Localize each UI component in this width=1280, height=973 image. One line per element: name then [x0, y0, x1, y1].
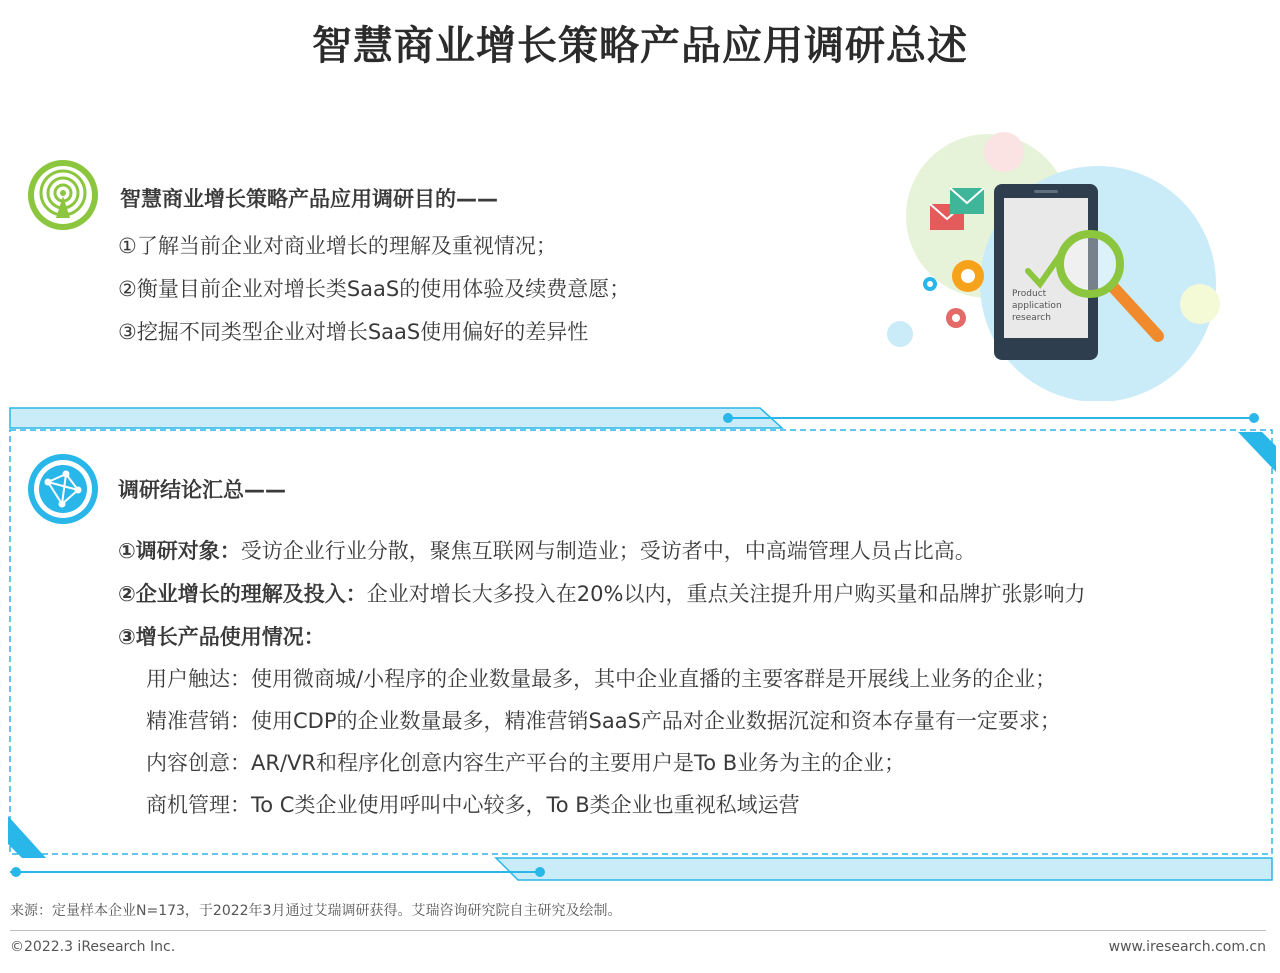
screen-text: research — [1012, 313, 1051, 323]
conclusion-row — [118, 578, 1085, 608]
purpose-item: ③挖掘不同类型企业对增长SaaS使用偏好的差异性 — [118, 320, 589, 344]
conclusion-text: 企业对增长大多投入在20%以内，重点关注提升用户购买量和品牌扩张影响力 — [366, 582, 1086, 606]
usage-item: 商机管理：To C类企业使用呼叫中心较多，To B类企业也重视私域运营 — [146, 793, 800, 817]
gear-icon — [923, 277, 937, 291]
envelope-icon — [950, 188, 984, 214]
broadcast-icon — [26, 158, 100, 232]
usage-item: 内容创意：AR/VR和程序化创意内容生产平台的主要用户是To B业务为主的企业； — [146, 751, 906, 775]
gear-icon — [952, 260, 984, 292]
footer-divider — [10, 930, 1266, 931]
page-title: 智慧商业增长策略产品应用调研总述 — [312, 23, 968, 69]
website-link[interactable]: www.iresearch.com.cn — [1108, 939, 1266, 955]
conclusion-heading: 调研结论汇总—— — [118, 478, 286, 502]
network-icon — [26, 452, 100, 526]
usage-item: 精准营销：使用CDP的企业数量最多，精准营销SaaS产品对企业数据沉淀和资本存量有一定要求； — [146, 709, 1061, 733]
conclusion-label: ③增长产品使用情况： — [118, 625, 325, 649]
conclusion-text: 受访企业行业分散，聚焦互联网与制造业；受访者中，中高端管理人员占比高。 — [240, 539, 976, 563]
purpose-item: ①了解当前企业对商业增长的理解及重视情况； — [118, 234, 557, 258]
source-note: 来源：定量样本企业N=173，于2022年3月通过艾瑞调研获得。艾瑞咨询研究院自主研究及绘制。 — [10, 903, 622, 919]
conclusion-label: ①调研对象： — [118, 539, 241, 563]
conclusion-row — [118, 621, 325, 651]
screen-text: application — [1012, 301, 1062, 311]
conclusion-row — [118, 535, 976, 565]
purpose-item: ②衡量目前企业对增长类SaaS的使用体验及续费意愿； — [118, 277, 631, 301]
conclusion-label: ②企业增长的理解及投入： — [118, 582, 367, 606]
gear-icon — [946, 308, 966, 328]
copyright: ©2022.3 iResearch Inc. — [10, 939, 176, 955]
screen-text: Product — [1012, 289, 1047, 299]
product-research-illustration — [878, 126, 1228, 401]
purpose-heading: 智慧商业增长策略产品应用调研目的—— — [120, 187, 498, 211]
usage-item: 用户触达：使用微商城/小程序的企业数量最多，其中企业直播的主要客群是开展线上业务的企业； — [146, 667, 1057, 691]
